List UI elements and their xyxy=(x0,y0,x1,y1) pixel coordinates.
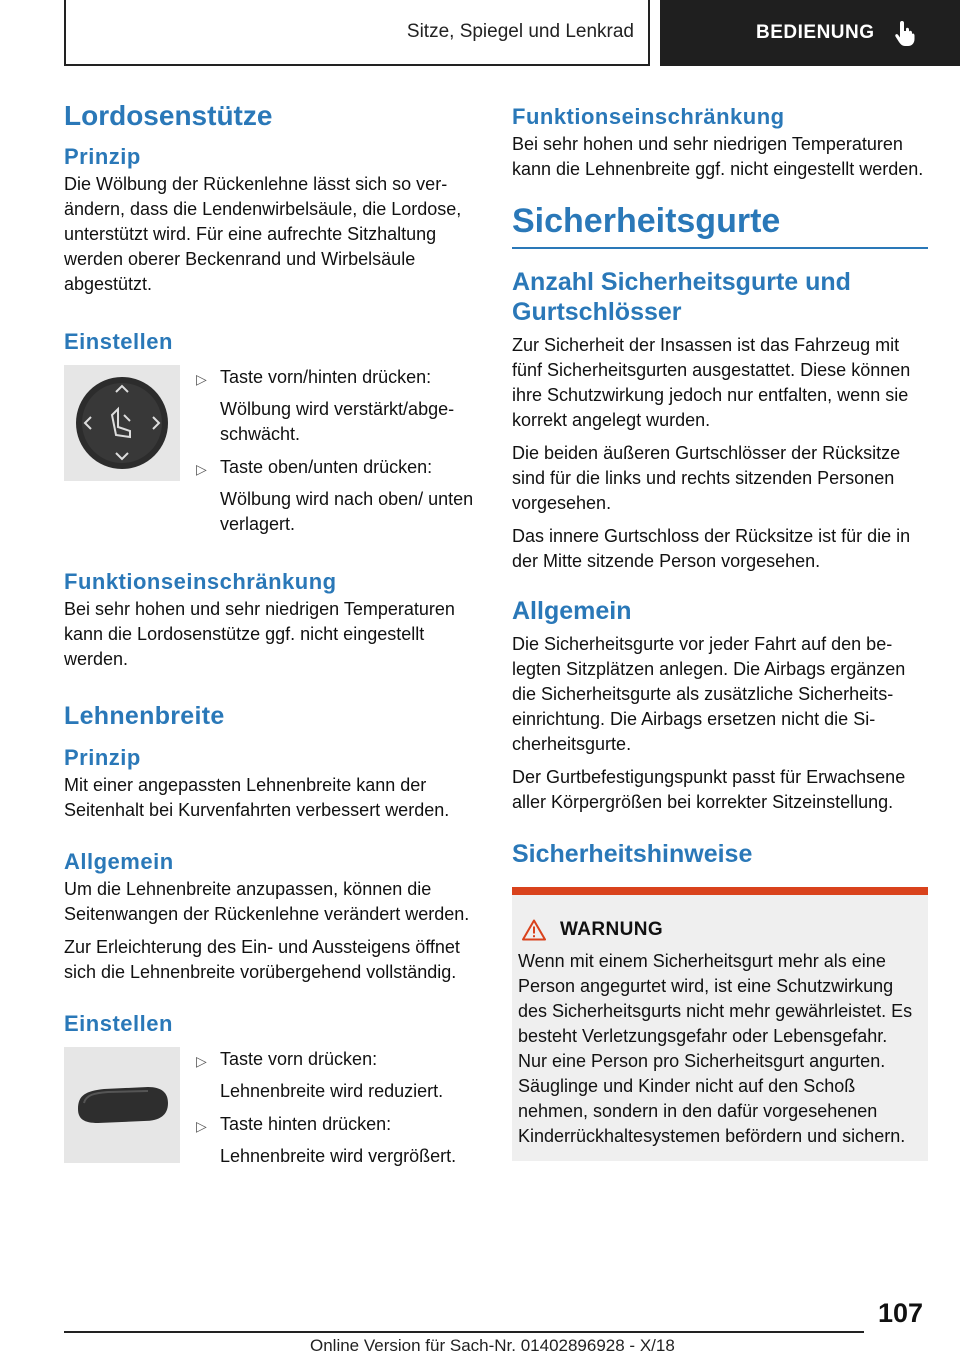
step-action: Taste vorn/hinten drücken: xyxy=(220,367,432,387)
footer-online-version: Online Version für Sach-Nr. 01402896928 - X/18 xyxy=(310,1336,675,1355)
step-result: Wölbung wird nach oben/ unten verlagert. xyxy=(220,489,474,534)
heading-anzahl: Anzahl Sicherheitsgurte und Gurtschlösser xyxy=(512,268,851,326)
paragraph-anzahl-3: Das innere Gurtschloss der Rücksitze ist für die in der Mitte sitzende Person vorgesehen. xyxy=(512,526,911,571)
bullet-triangle-icon: ▷ xyxy=(196,1053,207,1069)
heading-lordosenstuetze: Lordosenstütze xyxy=(64,100,273,131)
heading-sicherheitsgurte: Sicherheitsgurte xyxy=(512,202,928,249)
heading-allgemein: Allgemein xyxy=(512,597,632,625)
paragraph-anzahl-2: Die beiden äußeren Gurtschlösser der Rücksitze sind für die links und rechts sitzenden Personen vorgesehen. xyxy=(512,443,901,513)
paragraph-funk: Bei sehr hohen und sehr niedrigen Temperaturen kann die Lehnenbreite ggf. nicht eingestellt werden. xyxy=(512,134,924,179)
lehnen-step-2 xyxy=(196,1112,484,1177)
warning-text: Wenn mit einem Sicherheitsgurt mehr als eine Person angegurtet wird, ist eine Schutzwirkung des Sicherheitsgurts nicht mehr gewährleistet. Es besteht Verletzungsgefahr oder Lebensgefahr. Nur eine Person pro Sicherheitsgurt angurten. Säuglinge und Kinder nicht auf den Schoß nehmen, sondern in den dafür vorgesehenen Kinderrückhaltesystemen befördern und sichern. xyxy=(518,951,913,1146)
paragraph-allg-2: Der Gurtbefestigungspunkt passt für Erwachsene aller Körpergrößen bei korrekter Sitzeinstellung. xyxy=(512,767,906,812)
bullet-triangle-icon: ▷ xyxy=(196,371,207,387)
left-column xyxy=(64,100,484,1177)
chapter-title: Sitze, Spiegel und Lenkrad xyxy=(406,21,634,42)
step-result: Wölbung wird verstärkt/abgeschwächt. xyxy=(220,399,455,444)
lordo-instruction-block xyxy=(64,365,484,545)
header-section-box xyxy=(660,0,960,66)
step-action: Taste oben/unten drücken: xyxy=(220,457,433,477)
warning-triangle-icon xyxy=(522,919,546,941)
hand-pointer-icon xyxy=(893,19,917,47)
heading-funktionseinschraenkung: Funktionseinschränkung xyxy=(512,104,785,129)
heading-lehnenbreite: Lehnenbreite xyxy=(64,702,225,730)
paragraph-lordo-funk: Bei sehr hohen und sehr niedrigen Temperaturen kann die Lordosenstütze ggf. nicht eingestellt werden. xyxy=(64,599,455,669)
lordo-step-1 xyxy=(196,365,484,455)
lordosis-control-icon xyxy=(64,365,180,481)
section-title: BEDIENUNG xyxy=(756,22,875,43)
lehnen-instruction-block xyxy=(64,1047,484,1177)
warning-label: WARNUNG xyxy=(560,919,664,940)
step-action: Taste vorn drücken: xyxy=(220,1049,378,1069)
lehnen-step-1 xyxy=(196,1047,484,1112)
heading-prinzip: Prinzip xyxy=(64,745,141,770)
paragraph-lehnen-allg-1: Um die Lehnenbreite anzupassen, können die Seitenwangen der Rückenlehne verändert werden. xyxy=(64,879,470,924)
paragraph-lehnen-allg-2: Zur Erleichterung des Ein- und Aussteigens öffnet sich die Lehnenbreite vorübergehend vollständig. xyxy=(64,937,460,982)
step-result: Lehnenbreite wird reduziert. xyxy=(220,1081,444,1101)
heading-allgemein: Allgemein xyxy=(64,849,174,874)
paragraph-lehnen-prinzip: Mit einer angepassten Lehnenbreite kann der Seitenhalt bei Kurvenfahrten verbessert werden. xyxy=(64,775,450,820)
heading-sicherheitshinweise: Sicherheitshinweise xyxy=(512,840,753,868)
heading-einstellen: Einstellen xyxy=(64,329,173,354)
page-number: 107 xyxy=(878,1298,924,1328)
lordosis-button-image xyxy=(64,365,180,481)
paragraph-anzahl-1: Zur Sicherheit der Insassen ist das Fahrzeug mit fünf Sicherheitsgurten ausgestattet. Diese können ihre Schutzwirkung jedoch nur entfalten, wenn sie korrekt angelegt wurden. xyxy=(512,335,911,430)
paragraph-lordo-prinzip: Die Wölbung der Rückenlehne lässt sich so verändern, dass die Lendenwirbelsäule, die Lordose, unterstützt wird. Für eine aufrechte Sitzhaltung werden oberer Beckenrand und Wirbelsäule abgestützt. xyxy=(64,174,462,294)
width-control-icon xyxy=(64,1047,180,1163)
width-button-image xyxy=(64,1047,180,1163)
header-chapter-box xyxy=(64,0,650,66)
heading-prinzip: Prinzip xyxy=(64,144,141,169)
bullet-triangle-icon: ▷ xyxy=(196,1118,207,1134)
heading-einstellen: Einstellen xyxy=(64,1011,173,1036)
paragraph-allg-1: Die Sicherheitsgurte vor jeder Fahrt auf den belegten Sitzplätzen anlegen. Die Airbags ergänzen die Sicherheitsgurte als zusätzliche Sicherheitseinrichtung. Die Airbags ersetzen nicht die Sicherheitsgurte. xyxy=(512,634,906,754)
lordo-step-2 xyxy=(196,455,484,545)
warning-header xyxy=(518,919,918,941)
step-action: Taste hinten drücken: xyxy=(220,1114,392,1134)
footer-rule xyxy=(64,1331,864,1333)
warning-box xyxy=(512,887,928,1161)
heading-funktionseinschraenkung: Funktionseinschränkung xyxy=(64,569,337,594)
bullet-triangle-icon: ▷ xyxy=(196,461,207,477)
step-result: Lehnenbreite wird vergrößert. xyxy=(220,1146,457,1166)
right-column xyxy=(512,100,928,1161)
